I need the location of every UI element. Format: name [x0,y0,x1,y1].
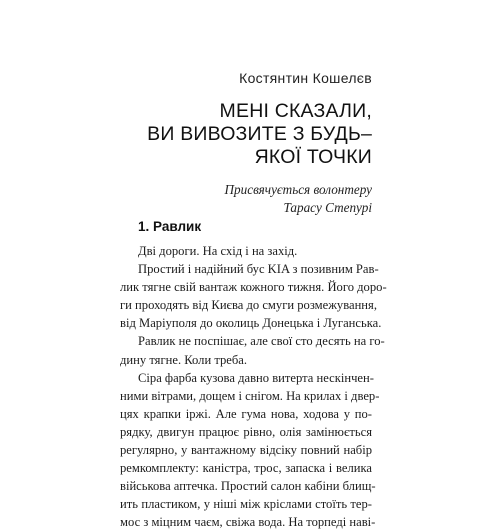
paragraph [120,260,387,332]
story-title [72,100,372,169]
text-line: ить пластиком, у ніші між кріслами стоїть тер- [120,497,372,512]
text-line: мос з міцним чаєм, свіжа вода. На торпеді наві- [120,515,376,530]
title-line: ЯКОЇ ТОЧКИ [254,146,372,168]
text-line: лик тягне свій вантаж кожного тижня. Його доро- [120,280,387,295]
author-name: Костянтин Кошелєв [239,70,372,86]
chapter-heading: 1. Равлик [138,219,202,234]
text-line: Равлик не поспішає, але свої сто десять на го- [138,334,385,349]
text-line: від Маріуполя до околиць Донецька і Луганська. [120,316,382,331]
text-line: військова аптечка. Простий салон кабіни блищ- [120,479,376,494]
text-line: Дві дороги. На схід і на захід. [138,244,298,258]
text-line: дину тягне. Коли треба. [120,352,248,367]
dedication-line: Присвячується волонтеру [224,182,372,197]
text-line: Сіра фарба кузова давно витерта нескінчен- [138,370,374,385]
text-line: Простий і надійний бус KIA з позивним Рав- [138,262,379,277]
text-line: ги проходять від Києва до смуги розмежування, [120,298,377,313]
title-line: МЕНІ СКАЗАЛИ, [219,100,372,122]
title-line: ВИ ВИВОЗИТЕ З БУДЬ– [147,123,372,145]
paragraph [120,369,380,532]
text-line: ремкомплекту: каністра, трос, запаска і велика [120,461,372,476]
text-line: ними вітрами, дощем і снігом. На крилах і двер- [120,388,380,403]
text-line: регулярно, у вантажному відсіку повний набір [120,443,372,458]
dedication-line: Тарасу Степурі [283,199,372,215]
paragraph [120,242,372,260]
dedication [112,181,372,216]
text-line: рядку, двигун працює рівно, олія замінюється [120,424,372,439]
body-text [120,242,387,532]
text-line: цях крапки іржі. Але гума нова, ходова у по- [120,406,372,421]
paragraph [120,332,385,368]
